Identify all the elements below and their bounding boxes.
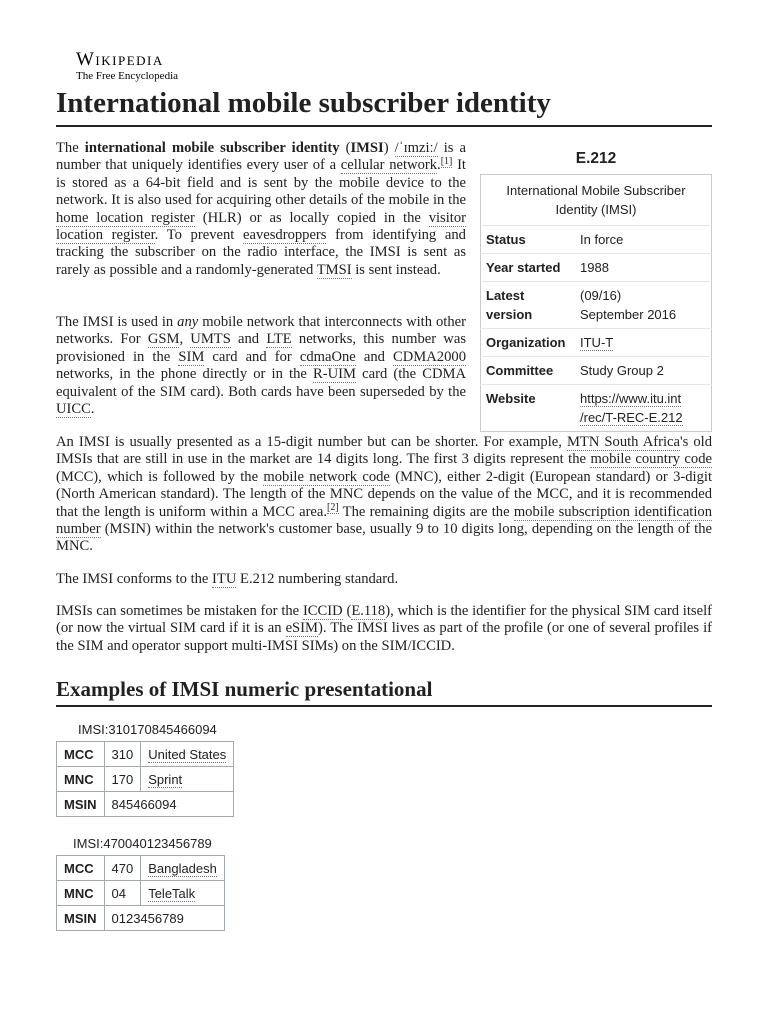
link-itu[interactable]: ITU [212, 571, 237, 587]
infobox-row-committee [481, 357, 712, 385]
mcc-country [141, 856, 225, 881]
iccid-paragraph: IMSIs can sometimes be mistaken for the ICCID (E.118), which is the identifier for the physical SIM card itself (or now the virtual SIM card if it is an eSIM). The IMSI lives as part of the profile (or one of several profiles if the SIM and operator support multi-IMSI SIMs) on the SIM/ICCID. [56, 603, 712, 654]
section-heading: Examples of IMSI numeric presentational [56, 674, 712, 707]
reference-2[interactable]: [2] [327, 501, 339, 513]
link-uicc[interactable]: UICC [56, 401, 91, 418]
example-caption: IMSI:470040123456789 [73, 836, 212, 851]
link-umts[interactable]: UMTS [190, 331, 231, 348]
link-r-uim[interactable]: R-UIM [313, 366, 356, 383]
table-row [57, 881, 225, 906]
infobox-row-latest-version [481, 282, 712, 329]
link-website[interactable]: https://www.itu.int /rec/T-REC-E.212 [580, 391, 683, 425]
infobox-label: Website [481, 385, 576, 432]
msin-label: MSIN [57, 906, 105, 931]
mnc-network [141, 881, 225, 906]
wikipedia-logo[interactable] [76, 50, 178, 82]
link-lte[interactable]: LTE [266, 331, 292, 348]
link-iccid[interactable]: ICCID [302, 603, 343, 619]
link-cdma2000[interactable]: CDMA2000 [393, 348, 466, 365]
infobox-value: 1988 [575, 254, 712, 282]
infobox-value [575, 329, 712, 357]
link-country[interactable]: United States [148, 746, 227, 762]
infobox-table [480, 174, 712, 432]
msin-value: 845466094 [104, 792, 234, 817]
link-msin[interactable]: mobile subscription identification number [56, 503, 712, 538]
mcc-code: 470 [104, 856, 141, 881]
infobox-value: (09/16) September 2016 [575, 282, 712, 329]
infobox-label: Organization [481, 329, 576, 357]
link-gsm[interactable]: GSM [147, 331, 180, 348]
infobox-subtitle: International Mobile Subscriber Identity (IMSI) [506, 183, 686, 217]
table-row [57, 856, 225, 881]
link-network[interactable]: TeleTalk [148, 885, 196, 901]
link-esim[interactable]: eSIM [285, 620, 319, 637]
link-visitor-location-register[interactable]: visitor location register [56, 209, 466, 244]
logo-wordmark: Wikipedia [76, 49, 164, 70]
infobox-value [575, 385, 712, 432]
infobox-row-status [481, 226, 712, 254]
link-tmsi[interactable]: TMSI [316, 261, 352, 278]
infobox-row-website [481, 385, 712, 432]
infobox-value: Study Group 2 [575, 357, 712, 385]
link-sim[interactable]: SIM [178, 348, 205, 365]
networks-paragraph: The IMSI is used in any mobile network that interconnects with other networks. For GSM, UMTS and LTE networks, this number was provisioned in the SIM card and for cdmaOne and CDMA2000 networks, in the phone directly or in the R-UIM card (the CDMA equivalent of the SIM card). Both cards have been superseded by the UICC. [56, 314, 466, 418]
mnc-code: 04 [104, 881, 141, 906]
mnc-label: MNC [57, 767, 105, 792]
infobox-row-organization [481, 329, 712, 357]
infobox-label: Year started [481, 254, 576, 282]
link-eavesdroppers[interactable]: eavesdroppers [243, 227, 327, 244]
link-mobile-country-code[interactable]: mobile country code [590, 451, 712, 468]
infobox-label: Committee [481, 357, 576, 385]
mcc-label: MCC [57, 856, 105, 881]
infobox [480, 148, 712, 432]
msin-value: 0123456789 [104, 906, 224, 931]
infobox-value: In force [575, 226, 712, 254]
mnc-network [141, 767, 234, 792]
link-mtn-south-africa[interactable]: MTN South Africa [566, 434, 680, 450]
link-cellular-network[interactable]: cellular network [340, 157, 438, 174]
infobox-label: Latest version [481, 282, 576, 329]
link-e118[interactable]: E.118 [351, 603, 386, 619]
example-table [56, 741, 234, 817]
link-country[interactable]: Bangladesh [148, 860, 217, 876]
link-network[interactable]: Sprint [148, 771, 183, 787]
page-title: International mobile subscriber identity [56, 83, 712, 127]
infobox-title: E.212 [575, 150, 617, 167]
format-paragraph: An IMSI is usually presented as a 15-digit number but can be shorter. For example, MTN South Africa's old IMSIs that are still in use in the market are 14 digits long. The first 3 digits represent the mobile country code (MCC), which is followed by the mobile network code (MNC), either 2-digit (European standard) or 3-digit (North American standard). The length of the MNC depends on the value of the MCC, and it is recommended that the length is uniform within a MCC area.[2] The remaining digits are the mobile subscription identification number (MSIN) within the network's customer base, usually 9 to 10 digits long, depending on the length of the MNC. [56, 434, 712, 555]
table-row [57, 792, 234, 817]
mcc-label: MCC [57, 742, 105, 767]
mnc-label: MNC [57, 881, 105, 906]
intro-paragraph: The international mobile subscriber identity (IMSI) /ˈɪmziː/ is a number that uniquely identifies every user of a cellular network.[1] It is stored as a 64-bit field and is sent by the mobile device to the network. It is also used for acquiring other details of the mobile in the home location register (HLR) or as locally copied in the visitor location register. To prevent eavesdroppers from identifying and tracking the subscriber on the radio interface, the IMSI is sent as rarely as possible and a randomly-generated TMSI is sent instead. [56, 140, 466, 278]
example-table [56, 855, 225, 931]
table-row [57, 742, 234, 767]
infobox-label: Status [481, 226, 576, 254]
link-home-location-register[interactable]: home location register [56, 209, 195, 226]
ipa-pronunciation-link[interactable]: /ˈɪmziː/ [394, 140, 438, 156]
standard-paragraph: The IMSI conforms to the ITU E.212 numbering standard. [56, 571, 399, 587]
infobox-row-year-started [481, 254, 712, 282]
link-itu-t[interactable]: ITU-T [580, 335, 614, 350]
example-caption: IMSI:310170845466094 [78, 722, 217, 737]
mcc-code: 310 [104, 742, 141, 767]
link-mobile-network-code[interactable]: mobile network code [263, 468, 390, 485]
link-cdmaone[interactable]: cdmaOne [299, 348, 356, 365]
reference-1[interactable]: [1] [440, 155, 453, 167]
msin-label: MSIN [57, 792, 105, 817]
table-row [57, 906, 225, 931]
logo-tagline: The Free Encyclopedia [76, 70, 179, 82]
mcc-country [141, 742, 234, 767]
table-row [57, 767, 234, 792]
mnc-code: 170 [104, 767, 141, 792]
